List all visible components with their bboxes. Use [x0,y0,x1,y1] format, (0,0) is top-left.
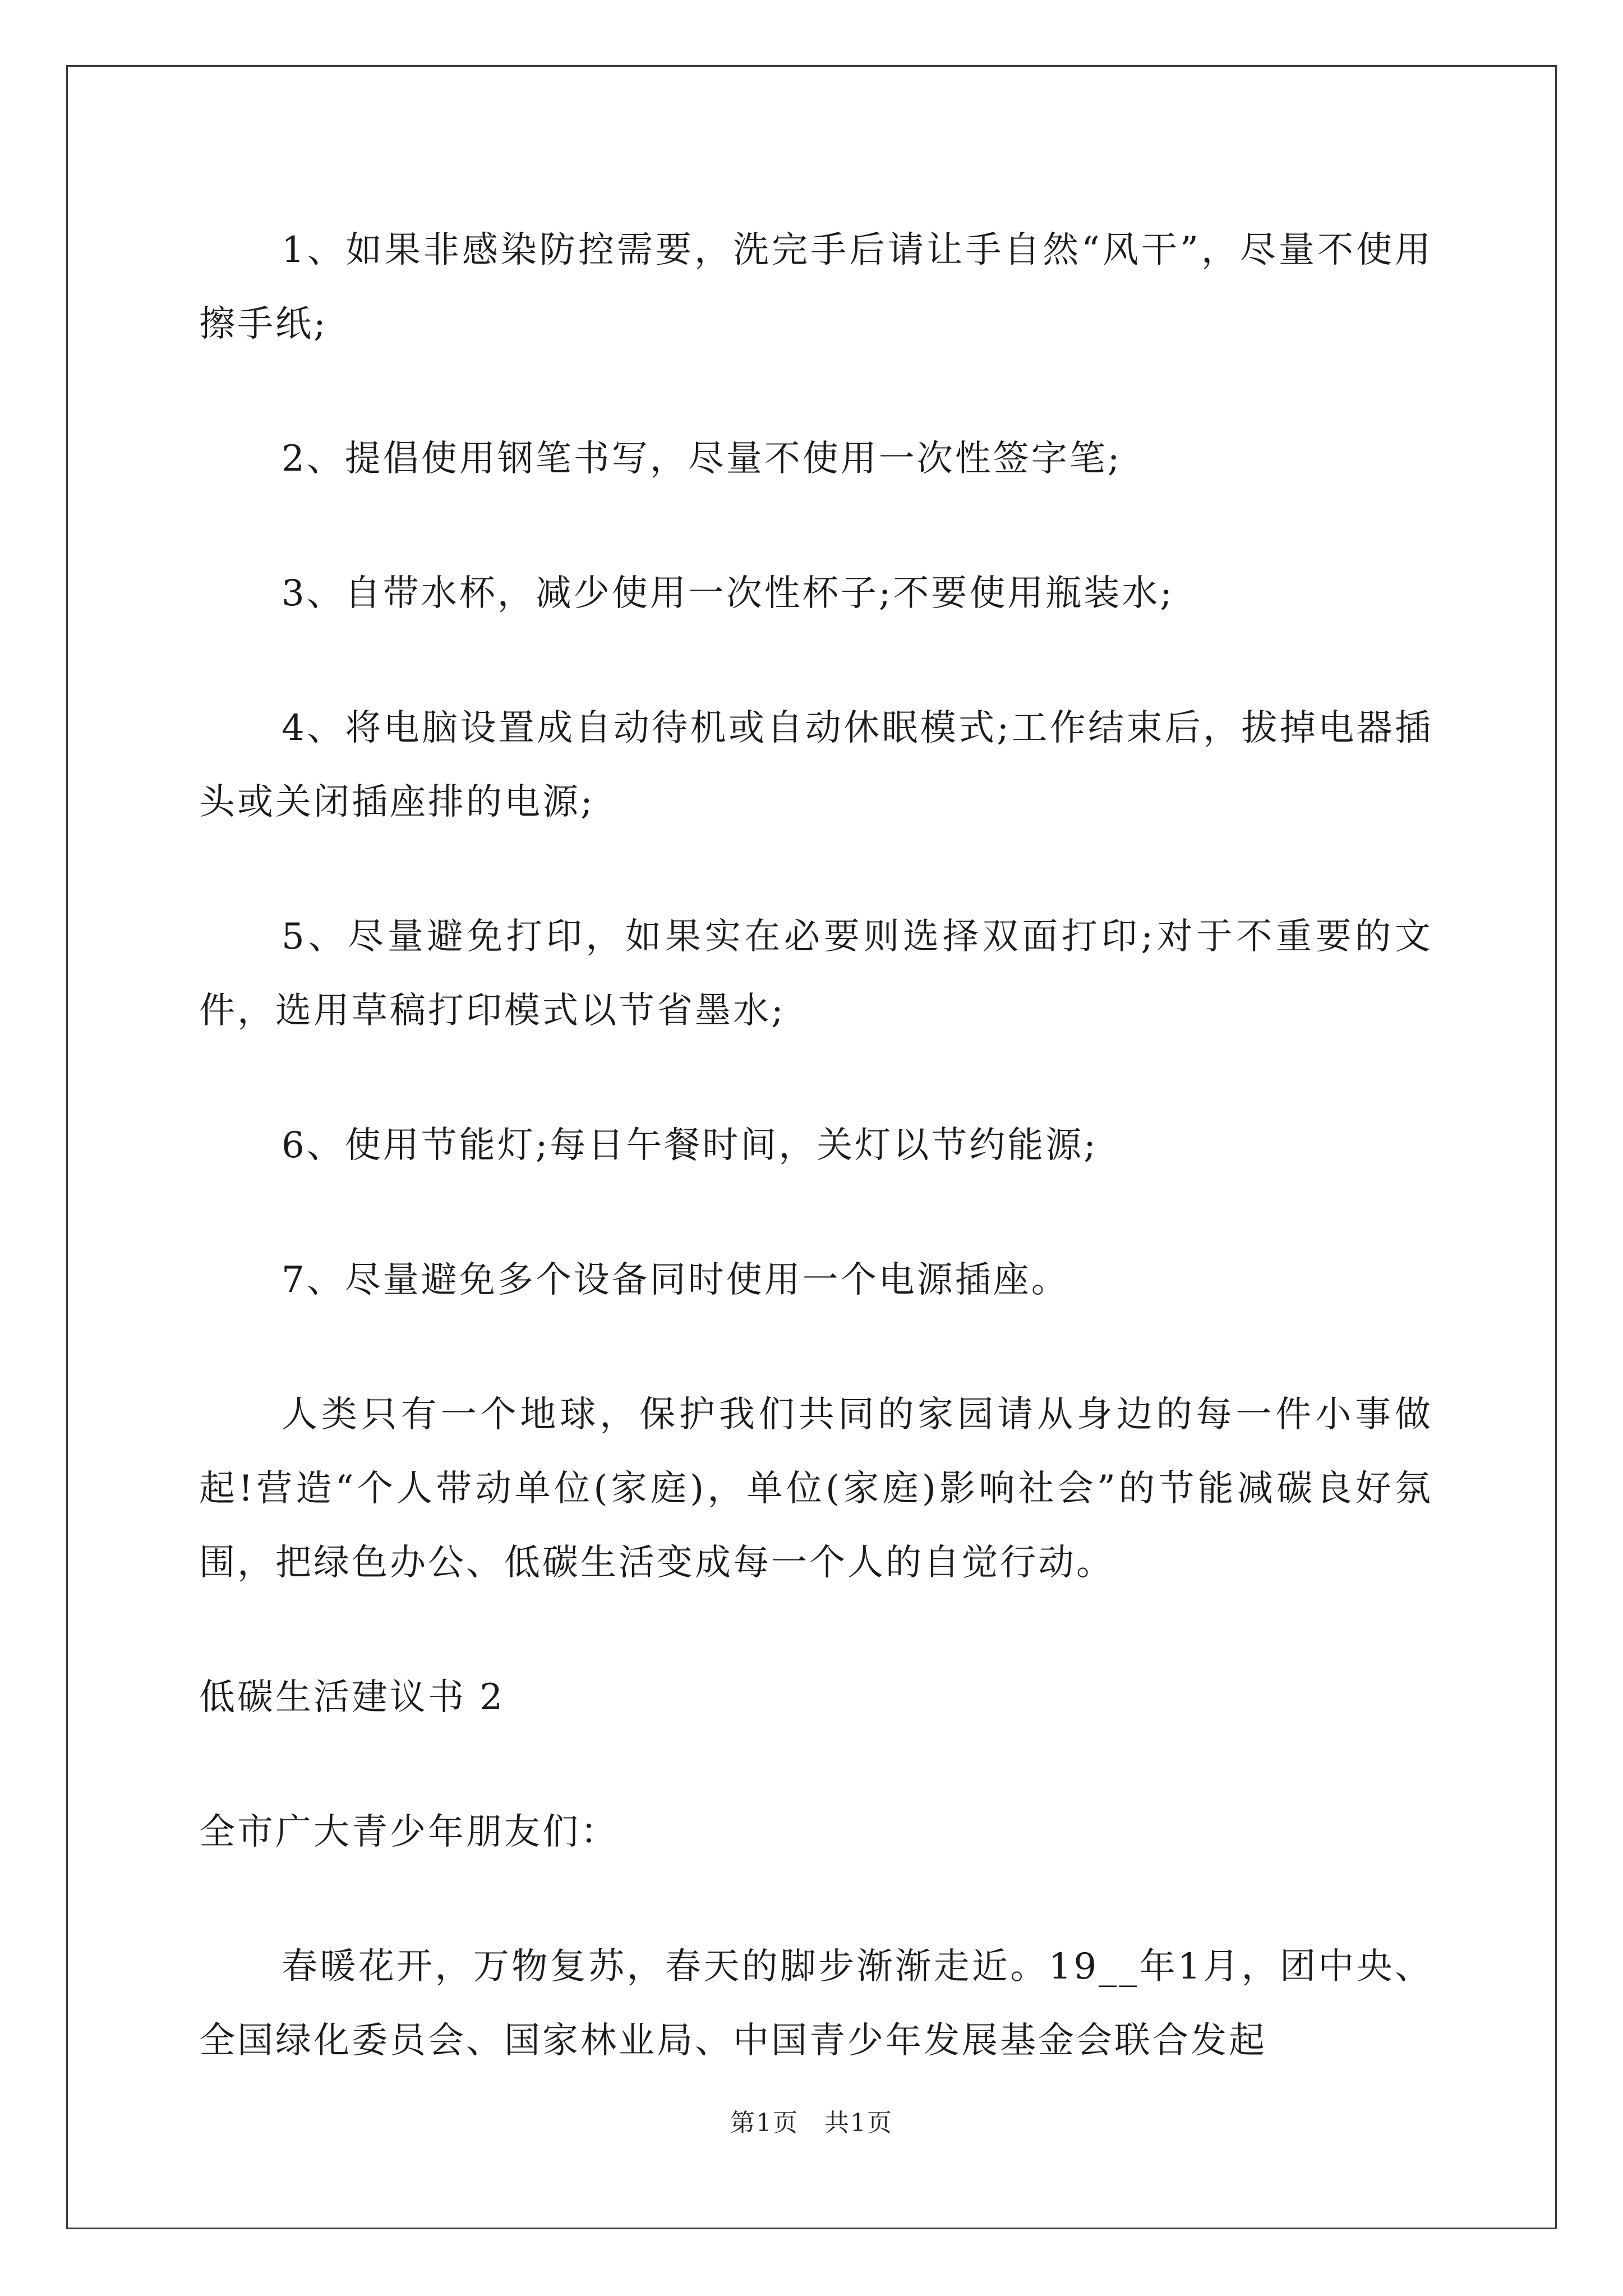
section-heading: 低碳生活建议书 2 [199,1677,505,1718]
paragraph-item-4: 4、将电脑设置成自动待机或自动休眠模式;工作结束后，拔掉电器插头或关闭插座排的电源; [199,707,1433,823]
paragraph-item-2: 2、提倡使用钢笔书写，尽量不使用一次性签字笔; [282,438,1122,480]
page-footer: 第1页 共1页 [730,2109,893,2137]
paragraph-item-3: 3、自带水杯，减少使用一次性杯子;不要使用瓶装水; [282,573,1174,614]
paragraph-closing: 人类只有一个地球，保护我们共同的家园请从身边的每一件小事做起!营造“个人带动单位(家庭)，单位(家庭)影响社会”的节能减碳良好氛围，把绿色办公、低碳生活变成每一个人的自觉行动。 [199,1394,1433,1584]
salutation: 全市广大青少年朋友们： [199,1811,619,1853]
paragraph-item-1: 1、如果非感染防控需要，洗完手后请让手自然“风干”，尽量不使用擦手纸; [199,229,1433,345]
paragraph-item-7: 7、尽量避免多个设备同时使用一个电源插座。 [282,1259,1069,1301]
paragraph-intro: 春暖花开，万物复苏，春天的脚步渐渐走近。19__年1月，团中央、全国绿化委员会、国家林业局、中国青少年发展基金会联合发起 [199,1946,1433,2062]
document-body [199,213,1433,2138]
paragraph-item-5: 5、尽量避免打印，如果实在必要则选择双面打印;对于不重要的文件，选用草稿打印模式以节省墨水; [199,916,1433,1032]
paragraph-item-6: 6、使用节能灯;每日午餐时间，关灯以节约能源; [282,1125,1098,1166]
